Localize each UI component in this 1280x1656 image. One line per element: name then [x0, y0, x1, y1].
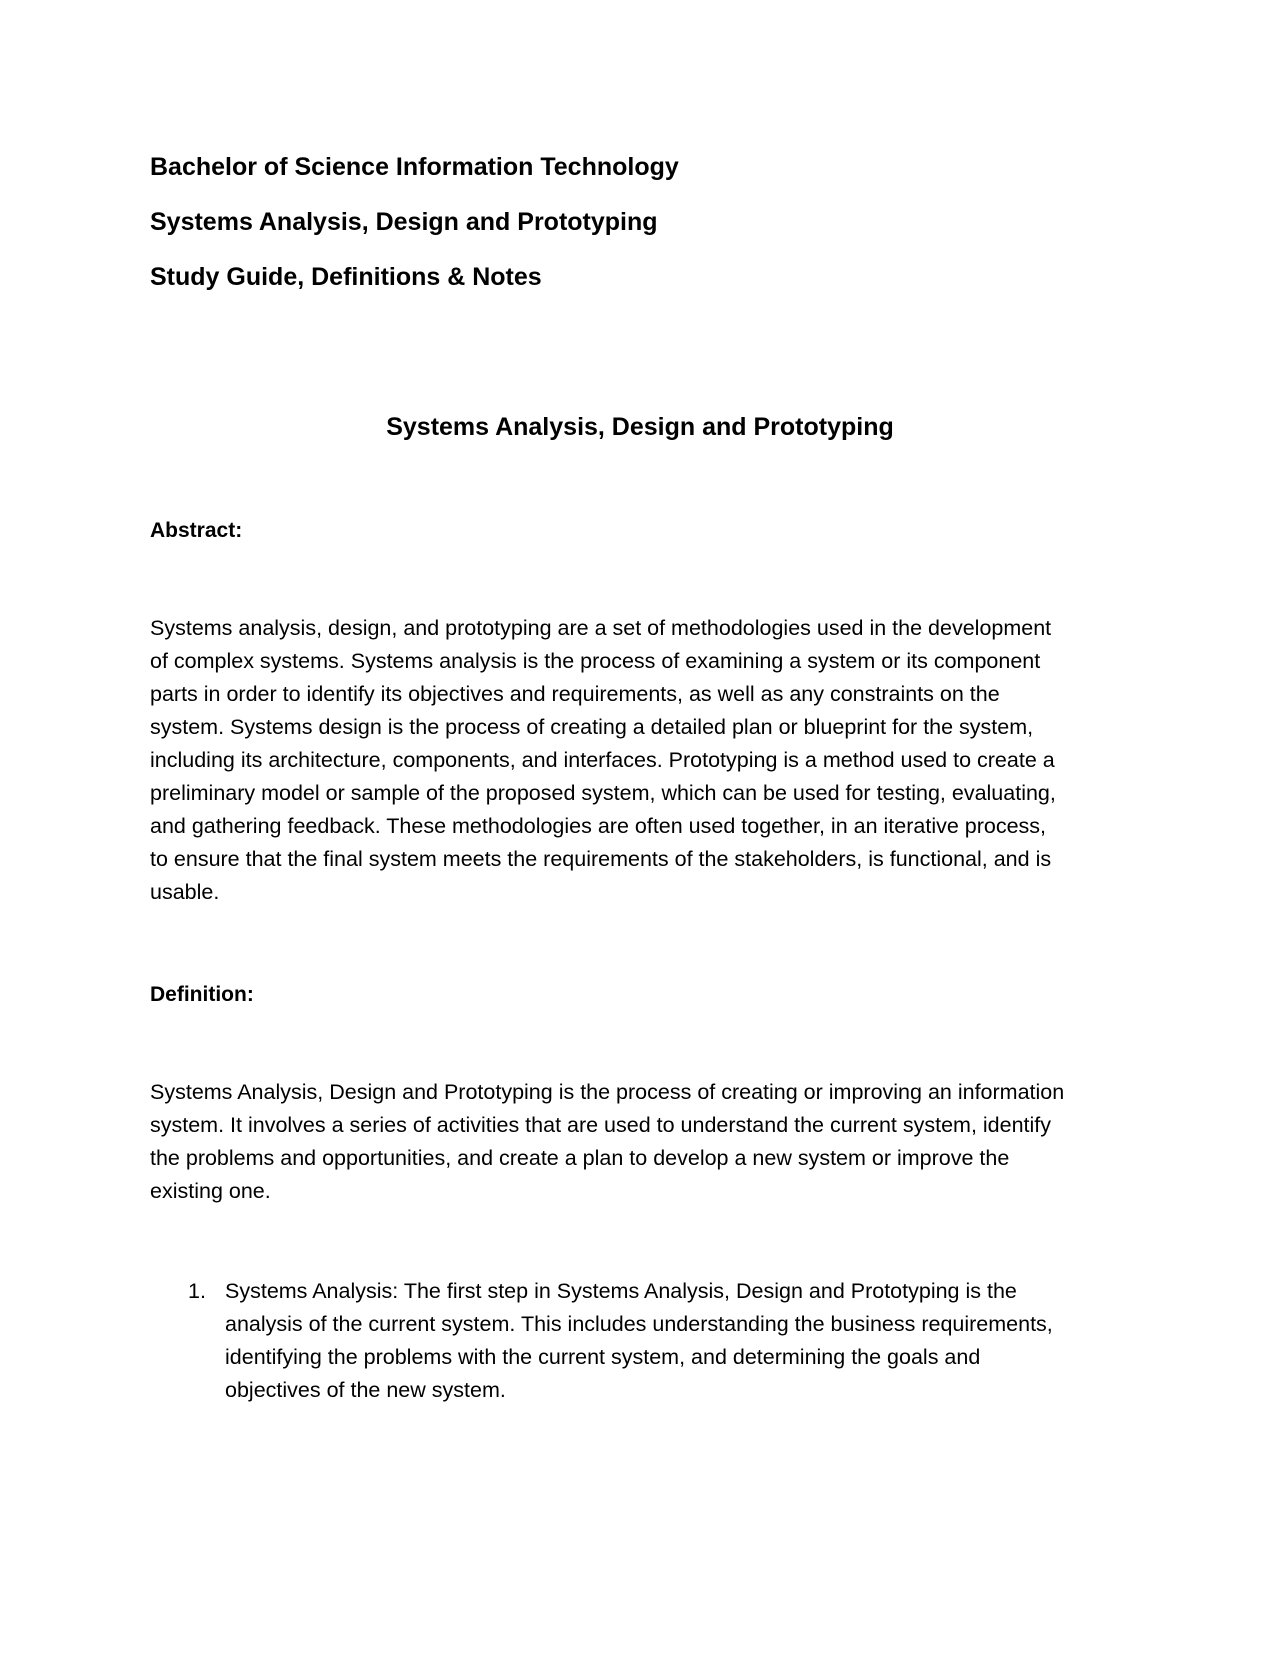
header-subtitle: Study Guide, Definitions & Notes	[150, 263, 542, 291]
definition-line: system. It involves a series of activities that are used to understand the current system, identify	[150, 1113, 1052, 1137]
abstract-line: system. Systems design is the process of creating a detailed plan or blueprint for the system,	[150, 715, 1034, 739]
abstract-line: to ensure that the final system meets the requirements of the stakeholders, is functional, and is	[150, 847, 1052, 871]
list-item-line: analysis of the current system. This includes understanding the business requirements,	[225, 1312, 1053, 1336]
definition-heading: Definition:	[150, 983, 254, 1006]
numbered-list	[150, 1275, 1135, 1407]
abstract-line: parts in order to identify its objectives and requirements, as well as any constraints on the	[150, 682, 1000, 706]
abstract-heading: Abstract:	[150, 519, 243, 542]
list-item	[150, 1275, 1135, 1407]
abstract-line: and gathering feedback. These methodologies are often used together, in an iterative process,	[150, 814, 1047, 838]
document-title: Systems Analysis, Design and Prototyping	[386, 413, 894, 441]
list-item-line: objectives of the new system.	[225, 1378, 506, 1402]
header-course: Systems Analysis, Design and Prototyping	[150, 208, 658, 236]
definition-paragraph	[150, 1076, 1135, 1208]
list-item-line: Systems Analysis: The first step in Systems Analysis, Design and Prototyping is the	[225, 1279, 1017, 1303]
header-program: Bachelor of Science Information Technology	[150, 153, 679, 181]
list-item-number: 1.	[188, 1279, 206, 1303]
abstract-paragraph	[150, 612, 1135, 909]
definition-line: existing one.	[150, 1179, 271, 1203]
list-item-line: identifying the problems with the current system, and determining the goals and	[225, 1345, 981, 1369]
list-item-text	[225, 1275, 1135, 1407]
abstract-line: Systems analysis, design, and prototyping are a set of methodologies used in the development	[150, 616, 1052, 640]
abstract-line: usable.	[150, 880, 220, 904]
abstract-line: preliminary model or sample of the proposed system, which can be used for testing, evaluating,	[150, 781, 1056, 805]
abstract-line: of complex systems. Systems analysis is the process of examining a system or its component	[150, 649, 1041, 673]
abstract-line: including its architecture, components, and interfaces. Prototyping is a method used to create a	[150, 748, 1055, 772]
definition-line: the problems and opportunities, and create a plan to develop a new system or improve the	[150, 1146, 1010, 1170]
definition-line: Systems Analysis, Design and Prototyping is the process of creating or improving an information	[150, 1080, 1065, 1104]
